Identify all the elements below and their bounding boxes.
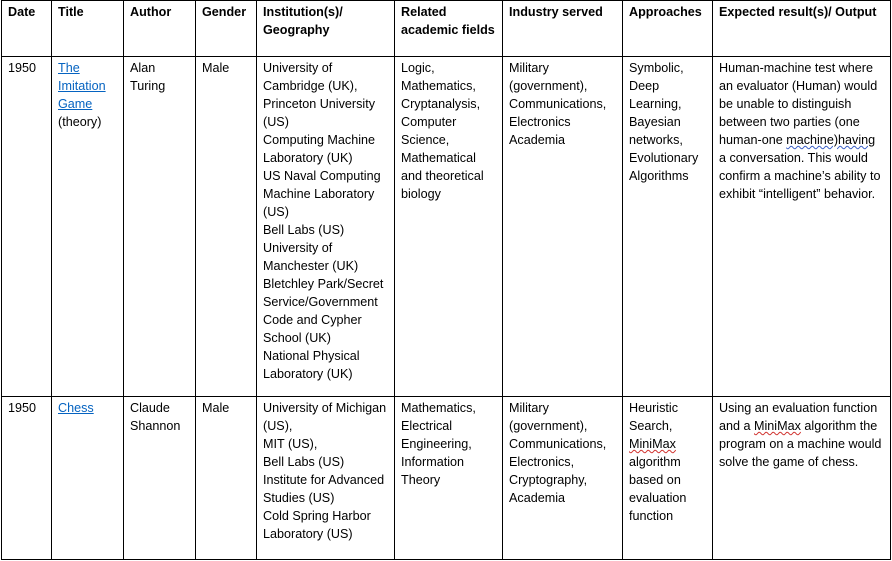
institution-item: Bell Labs (US) [263,455,345,469]
institution-item: University of Cambridge (UK), [263,61,358,93]
approaches-text-b: algorithm based on evaluation function [629,455,687,523]
approaches-flagged-word: MiniMax [629,437,676,451]
title-link-chess[interactable]: Chess [58,401,94,415]
cell-industry: Military (government), Communications, Electronics Academia [503,57,623,397]
cell-approaches [623,397,713,560]
result-text-b: algorithm the program on a machine would solve the game of chess. [719,419,882,469]
cell-industry: Military (government), Communications, Electronics, Cryptography, Academia [503,397,623,560]
result-flagged-word: machine)having [786,133,876,147]
header-title: Title [52,1,124,57]
header-fields: Related academic fields [395,1,503,57]
approaches-text-a: Heuristic Search, [629,401,678,433]
cell-author: Claude Shannon [124,397,196,560]
institution-item: Cold Spring Harbor Laboratory (US) [263,509,371,541]
header-approaches: Approaches [623,1,713,57]
cell-author: Alan Turing [124,57,196,397]
header-author: Author [124,1,196,57]
cell-gender: Male [196,57,257,397]
header-result: Expected result(s)/ Output [713,1,891,57]
institution-item: Institute for Advanced Studies (US) [263,473,385,505]
institution-item: University of Manchester (UK) [263,241,359,273]
header-row [2,1,891,57]
result-text-b: a conversation. This would confirm a machine’s ability to exhibit “intelligent” behavior. [719,151,881,201]
ai-history-table [1,0,891,560]
institution-item: National Physical Laboratory (UK) [263,349,360,381]
header-date: Date [2,1,52,57]
header-institution: Institution(s)/ Geography [257,1,395,57]
title-note: (theory) [58,115,102,129]
cell-gender: Male [196,397,257,560]
institution-item: Bletchley Park/Secret Service/Government Code and Cypher School (UK) [263,277,384,345]
cell-title [52,57,124,397]
cell-result [713,397,891,560]
cell-date: 1950 [2,397,52,560]
institution-item: Bell Labs (US) [263,223,345,237]
table-row [2,397,891,560]
title-link-imitation-game[interactable]: The Imitation Game [58,61,106,111]
institution-item: University of Michigan (US), [263,401,387,433]
institution-item: MIT (US), [263,437,318,451]
cell-title [52,397,124,560]
cell-date: 1950 [2,57,52,397]
institution-item: Princeton University (US) [263,97,375,129]
result-flagged-word: MiniMax [754,419,801,433]
cell-approaches: Symbolic, Deep Learning, Bayesian networks, Evolutionary Algorithms [623,57,713,397]
cell-result [713,57,891,397]
cell-fields: Mathematics, Electrical Engineering, Information Theory [395,397,503,560]
result-text-a: Using an evaluation function and a [719,401,878,433]
header-industry: Industry served [503,1,623,57]
institution-item: US Naval Computing Machine Laboratory (US) [263,169,381,219]
cell-institutions [257,397,395,560]
result-text-a: Human-machine test where an evaluator (Human) would be unable to distinguish between two parties (one human-one [719,61,878,147]
table-row [2,57,891,397]
institution-item: Computing Machine Laboratory (UK) [263,133,376,165]
header-gender: Gender [196,1,257,57]
cell-fields: Logic, Mathematics, Cryptanalysis, Computer Science, Mathematical and theoretical biology [395,57,503,397]
cell-institutions [257,57,395,397]
